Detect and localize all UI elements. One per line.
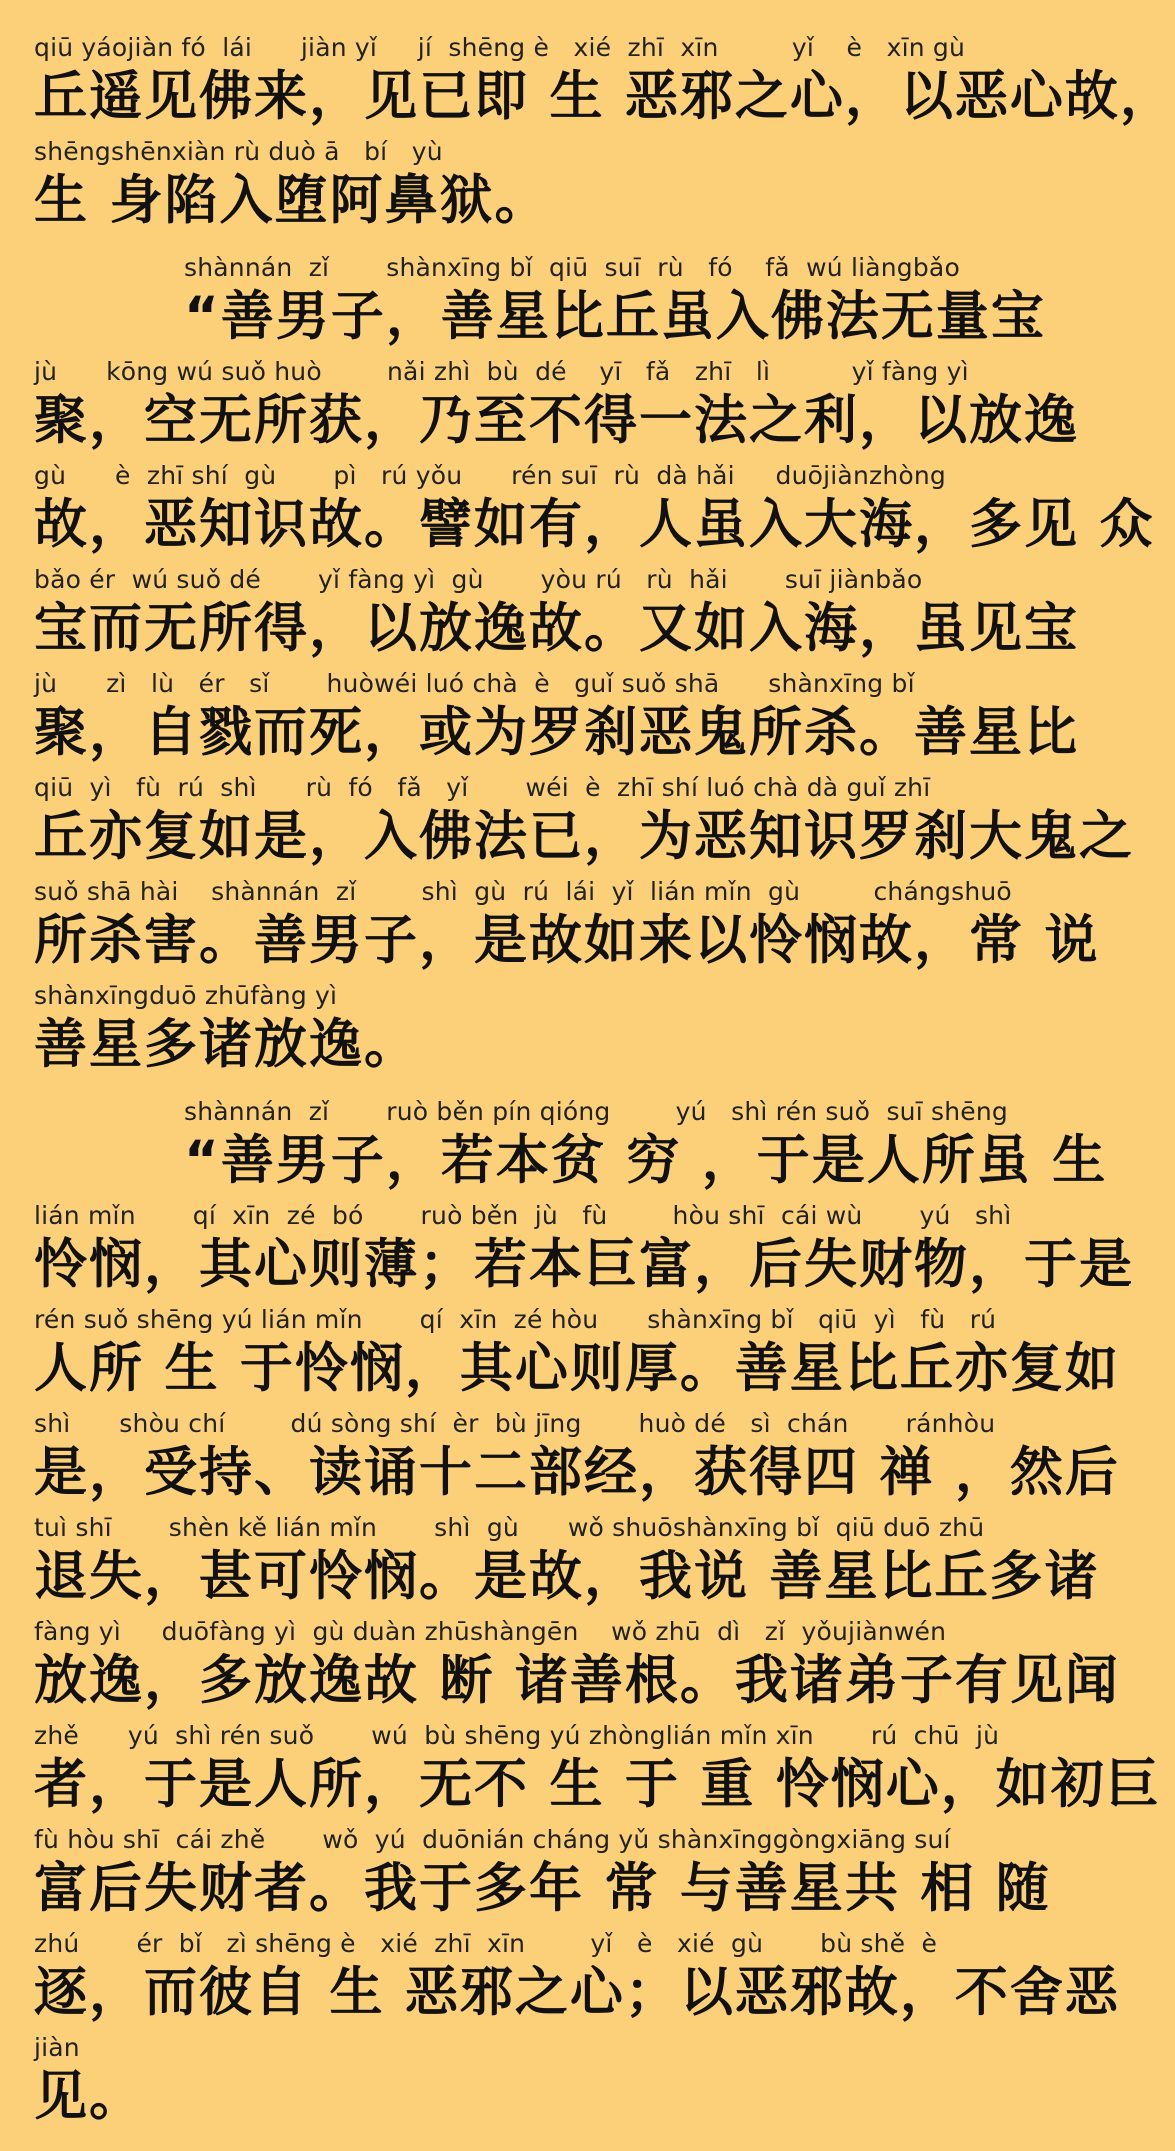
pinyin-line: bǎo ér wú suǒ dé yǐ fàng yì gù yòu rú rù hǎi suī jiànbǎo	[34, 565, 923, 594]
hanzi-line: “善男子，若本贫 穷 ，于是人所虽 生	[184, 1130, 1108, 1191]
hanzi-line: 宝而无所得，以放逸故。又如入海，虽见宝	[34, 598, 1079, 659]
text-line-17	[34, 1718, 1161, 1822]
text-line-15	[34, 1510, 1100, 1614]
hanzi-line: 退失，甚可怜悯。是故，我说 善星比丘多诸	[34, 1546, 1100, 1607]
text-line-13	[34, 1302, 1120, 1406]
text-line-19	[34, 1926, 1120, 2030]
hanzi-line: 丘遥见佛来，见已即 生 恶邪之心，以恶心故，	[34, 66, 1175, 127]
pinyin-line: rén suǒ shēng yú lián mǐn qí xīn zé hòu shànxīng bǐ qiū yì fù rú	[34, 1305, 997, 1334]
hanzi-line: 故，恶知识故。譬如有，人虽入大海，多见 众	[34, 494, 1155, 555]
text-line-18	[34, 1822, 1051, 1926]
pinyin-line: gù è zhī shí gù pì rú yǒu rén suī rù dà hǎi duōjiànzhòng	[34, 461, 946, 490]
hanzi-line: 放逸，多放逸故 断 诸善根。我诸弟子有见闻	[34, 1650, 1120, 1711]
pinyin-line: shēngshēnxiàn rù duò ā bí yù	[34, 137, 443, 166]
pinyin-line: zhú ér bǐ zì shēng è xié zhī xīn yǐ è xié gù bù shě è	[34, 1929, 938, 1958]
hanzi-line: 逐，而彼自 生 恶邪之心；以恶邪故，不舍恶	[34, 1962, 1120, 2023]
hanzi-line: 见。	[34, 2066, 144, 2127]
hanzi-line: 善星多诸放逸。	[34, 1014, 419, 1075]
pinyin-line: qiū yáojiàn fó lái jiàn yǐ jí shēng è xié zhī xīn yǐ è xīn gù	[34, 33, 966, 62]
hanzi-line: 所杀害。善男子，是故如来以怜悯故，常 说	[34, 910, 1100, 971]
pinyin-line: shànxīngduō zhūfàng yì	[34, 981, 338, 1010]
text-line-1	[34, 30, 1175, 134]
pinyin-line: jù kōng wú suǒ huò nǎi zhì bù dé yī fǎ zhī lì yǐ fàng yì	[34, 357, 969, 386]
hanzi-line: 人所 生 于怜悯，其心则厚。善星比丘亦复如	[34, 1338, 1120, 1399]
text-line-8	[34, 770, 1134, 874]
hanzi-line: 者，于是人所，无不 生 于 重 怜悯心，如初巨	[34, 1754, 1161, 1815]
text-line-20	[34, 2030, 1046, 2134]
pinyin-line: zhě yú shì rén suǒ wú bù shēng yú zhònglián mǐn xīn rú chū jù	[34, 1721, 1000, 1750]
pinyin-line: fù hòu shī cái zhě wǒ yú duōnián cháng yǔ shànxīnggòngxiāng suí	[34, 1825, 951, 1854]
pinyin-line: fàng yì duōfàng yì gù duàn zhūshàngēn wǒ zhū dì zǐ yǒujiànwén	[34, 1617, 947, 1646]
hanzi-line: 生 身陷入堕阿鼻狱。	[34, 170, 550, 231]
pinyin-line: shì shòu chí dú sòng shí èr bù jīng huò dé sì chán ránhòu	[34, 1409, 996, 1438]
text-line-6	[34, 562, 1079, 666]
pinyin-line: lián mǐn qí xīn zé bó ruò běn jù fù hòu shī cái wù yú shì	[34, 1201, 1012, 1230]
hanzi-line: 聚，自戮而死，或为罗刹恶鬼所杀。善星比	[34, 702, 1079, 763]
text-line-2	[34, 134, 1046, 238]
hanzi-line: 怜悯，其心则薄；若本巨富，后失财物，于是	[34, 1234, 1134, 1295]
text-line-7	[34, 666, 1079, 770]
text-line-3	[34, 250, 1046, 354]
text-line-11	[34, 1094, 1108, 1198]
hanzi-line: 是，受持、读诵十二部经，获得四 禅 ，然后	[34, 1442, 1120, 1503]
text-line-14	[34, 1406, 1120, 1510]
pinyin-line: jiàn	[34, 2033, 80, 2062]
text-line-10	[34, 978, 1046, 1082]
text-line-9	[34, 874, 1100, 978]
text-line-4	[34, 354, 1079, 458]
hanzi-line: 聚，空无所获，乃至不得一法之利，以放逸	[34, 390, 1079, 451]
pinyin-line: suǒ shā hài shànnán zǐ shì gù rú lái yǐ lián mǐn gù chángshuō	[34, 877, 1012, 906]
pinyin-line: qiū yì fù rú shì rù fó fǎ yǐ wéi è zhī shí luó chà dà guǐ zhī	[34, 773, 931, 802]
pinyin-line: shànnán zǐ ruò běn pín qióng yú shì rén suǒ suī shēng	[184, 1097, 1008, 1126]
hanzi-line: “善男子，善星比丘虽入佛法无量宝	[184, 286, 1046, 347]
text-line-16	[34, 1614, 1120, 1718]
pinyin-line: jù zì lù ér sǐ huòwéi luó chà è guǐ suǒ shā shànxīng bǐ	[34, 669, 915, 698]
pinyin-line: tuì shī shèn kě lián mǐn shì gù wǒ shuōshànxīng bǐ qiū duō zhū	[34, 1513, 985, 1542]
text-line-5	[34, 458, 1155, 562]
text-line-12	[34, 1198, 1134, 1302]
pinyin-line: shànnán zǐ shànxīng bǐ qiū suī rù fó fǎ wú liàngbǎo	[184, 253, 960, 282]
hanzi-line: 富后失财者。我于多年 常 与善星共 相 随	[34, 1858, 1051, 1919]
hanzi-line: 丘亦复如是，入佛法已，为恶知识罗刹大鬼之	[34, 806, 1134, 867]
